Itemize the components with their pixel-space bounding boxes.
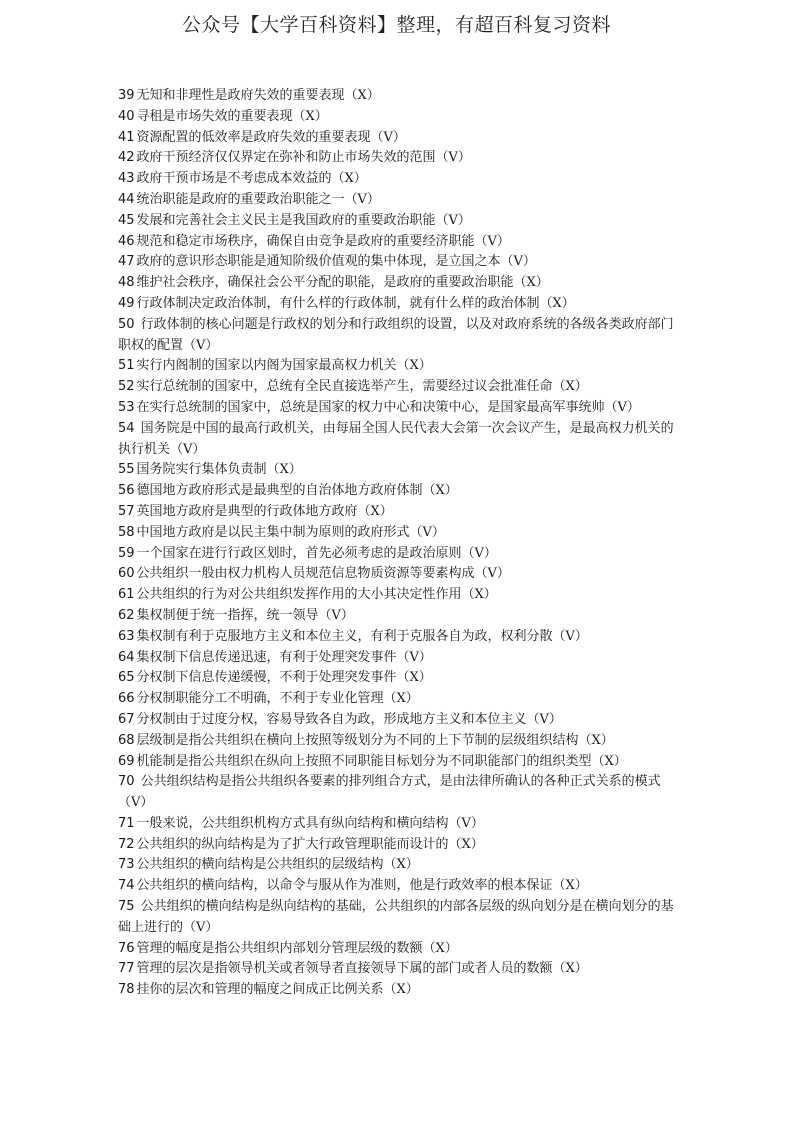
item-number: 62 [118,607,135,623]
item-text: 分权制职能分工不明确，不利于专业化管理（X） [136,691,419,707]
list-item [118,710,678,731]
list-item [118,294,678,315]
list-item [118,980,678,1001]
item-text: 公共组织的纵向结构是为了扩大行政管理职能而设计的（X） [136,836,484,852]
item-text: 政府干预市场是不考虑成本效益的（X） [136,171,367,187]
item-number: 72 [118,836,135,852]
item-number: 74 [118,878,135,894]
list-item [118,668,678,689]
item-text: 管理的幅度是指公共组织内部划分管理层级的数额（X） [136,940,458,956]
list-item [118,502,678,523]
item-number: 59 [118,545,135,561]
item-number: 76 [118,940,135,956]
list-item [118,814,678,835]
list-item [118,544,678,565]
list-item [118,855,678,876]
list-item [118,128,678,149]
item-number: 44 [118,191,135,207]
list-item [118,169,678,190]
item-text: 集权制下信息传递迅速，有利于处理突发事件（V） [136,649,432,665]
item-number: 71 [118,815,135,831]
page-header: 公众号【大学百科资料】整理，有超百科复习资料 [181,14,611,36]
item-text: 公共组织一般由权力机构人员规范信息物质资源等要素构成（V） [136,566,510,582]
item-number: 49 [118,295,135,311]
list-item [118,398,678,419]
list-item [118,752,678,773]
item-text: 公共组织结构是指公共组织各要素的排列组合方式，是由法律所确认的各种正式关系的模式（V） [118,774,661,811]
item-text: 资源配置的低效率是政府失效的重要表现（V） [136,129,406,145]
list-item [118,876,678,897]
question-list [118,86,678,1001]
list-item [118,627,678,648]
item-text: 管理的层次是指领导机关或者领导者直接领导下属的部门或者人员的数额（X） [136,961,588,977]
item-text: 公共组织的行为对公共组织发挥作用的大小其决定性作用（X） [136,587,497,603]
item-number: 52 [118,379,135,395]
item-text: 无知和非理性是政府失效的重要表现（X） [136,88,380,103]
item-number: 51 [118,358,135,374]
item-text: 在实行总统制的国家中，总统是国家的权力中心和决策中心，是国家最高军事统帅（V） [136,399,640,415]
item-text: 政府的意识形态职能是通知阶级价值观的集中体现，是立国之本（V） [136,254,536,270]
item-text: 英国地方政府是典型的行政体地方政府（X） [136,503,393,519]
list-item [118,232,678,253]
item-number: 55 [118,462,135,478]
item-number: 66 [118,691,135,707]
list-item [118,564,678,585]
list-item [118,211,678,232]
item-number: 39 [118,88,135,103]
item-number: 67 [118,711,135,727]
item-text: 维护社会秩序，确保社会公平分配的职能，是政府的重要政治职能（X） [136,275,549,291]
item-number: 46 [118,233,135,249]
list-item [118,731,678,752]
item-text: 公共组织的横向结构是纵向结构的基础，公共组织的内部各层级的纵向划分是在横向划分的基础上进行的（V） [118,899,674,935]
item-text: 分权制由于过度分权，容易导致各自为政，形成地方主义和本位主义（V） [136,711,562,727]
item-number: 63 [118,628,135,644]
list-item [118,356,678,377]
item-number: 65 [118,670,135,686]
list-item [118,939,678,960]
item-number: 75 [118,899,135,915]
item-text: 分权制下信息传递缓慢，不利于处理突发事件（X） [136,670,432,686]
item-text: 国务院是中国的最高行政机关，由每届全国人民代表大会第一次会议产生，是最高权力机关的执行机关（V） [118,420,674,457]
item-number: 47 [118,254,135,270]
list-item [118,481,678,502]
list-item [118,107,678,128]
item-text: 寻租是市场失效的重要表现（X） [136,108,328,124]
list-item [118,148,678,169]
item-text: 集权制便于统一指挥，统一领导（V） [136,607,354,623]
item-text: 公共组织的横向结构，以命令与服从作为准则，他是行政效率的根本保证（X） [136,878,588,894]
list-item [118,959,678,980]
list-item [118,772,678,814]
item-number: 42 [118,150,135,166]
item-number: 58 [118,524,135,540]
list-item [118,523,678,544]
item-number: 69 [118,753,135,769]
item-number: 40 [118,108,135,124]
item-text: 统治职能是政府的重要政治职能之一（V） [136,191,380,207]
list-item [118,460,678,481]
item-text: 实行内阁制的国家以内阁为国家最高权力机关（X） [136,358,432,374]
item-number: 50 [118,316,135,332]
item-number: 77 [118,961,135,977]
item-text: 规范和稳定市场秩序，确保自由竞争是政府的重要经济职能（V） [136,233,510,249]
item-number: 48 [118,275,135,291]
item-number: 61 [118,587,135,603]
item-number: 53 [118,399,135,415]
list-item [118,689,678,710]
item-text: 发展和完善社会主义民主是我国政府的重要政治职能（V） [136,212,471,228]
item-text: 层级制是指公共组织在横向上按照等级划分为不同的上下节制的层级组织结构（X） [136,732,614,748]
item-number: 60 [118,566,135,582]
list-item [118,606,678,627]
list-item [118,897,678,939]
item-number: 78 [118,982,135,998]
item-number: 56 [118,483,135,499]
list-item [118,315,678,357]
item-text: 挂你的层次和管理的幅度之间成正比例关系（X） [136,982,419,998]
item-text: 机能制是指公共组织在纵向上按照不同职能目标划分为不同职能部门的组织类型（X） [136,753,627,769]
item-text: 集权制有利于克服地方主义和本位主义，有利于克服各自为政，权利分散（V） [136,628,588,644]
item-text: 一般来说，公共组织机构方式具有纵向结构和横向结构（V） [136,815,484,831]
list-item [118,86,678,107]
item-text: 实行总统制的国家中，总统有全民直接选举产生，需要经过议会批准任命（X） [136,379,588,395]
item-number: 57 [118,503,135,519]
list-item [118,585,678,606]
item-number: 64 [118,649,135,665]
item-text: 政府干预经济仅仅界定在弥补和防止市场失效的范围（V） [136,150,471,166]
item-number: 43 [118,171,135,187]
item-text: 德国地方政府形式是最典型的自治体地方政府体制（X） [136,483,458,499]
item-number: 73 [118,857,135,873]
list-item [118,419,678,461]
item-text: 行政体制决定政治体制，有什么样的行政体制，就有什么样的政治体制（X） [136,295,575,311]
item-number: 54 [118,420,135,436]
item-number: 70 [118,774,135,790]
list-item [118,377,678,398]
item-number: 45 [118,212,135,228]
item-text: 行政体制的核心问题是行政权的划分和行政组织的设置，以及对政府系统的各级各类政府部门职权的配置（V） [118,316,674,353]
list-item [118,273,678,294]
list-item [118,252,678,273]
item-text: 中国地方政府是以民主集中制为原则的政府形式（V） [136,524,445,540]
list-item [118,190,678,211]
list-item [118,835,678,856]
item-number: 41 [118,129,135,145]
item-text: 国务院实行集体负责制（X） [136,462,302,478]
list-item [118,648,678,669]
item-text: 一个国家在进行行政区划时，首先必须考虑的是政治原则（V） [136,545,497,561]
item-text: 公共组织的横向结构是公共组织的层级结构（X） [136,857,419,873]
item-number: 68 [118,732,135,748]
